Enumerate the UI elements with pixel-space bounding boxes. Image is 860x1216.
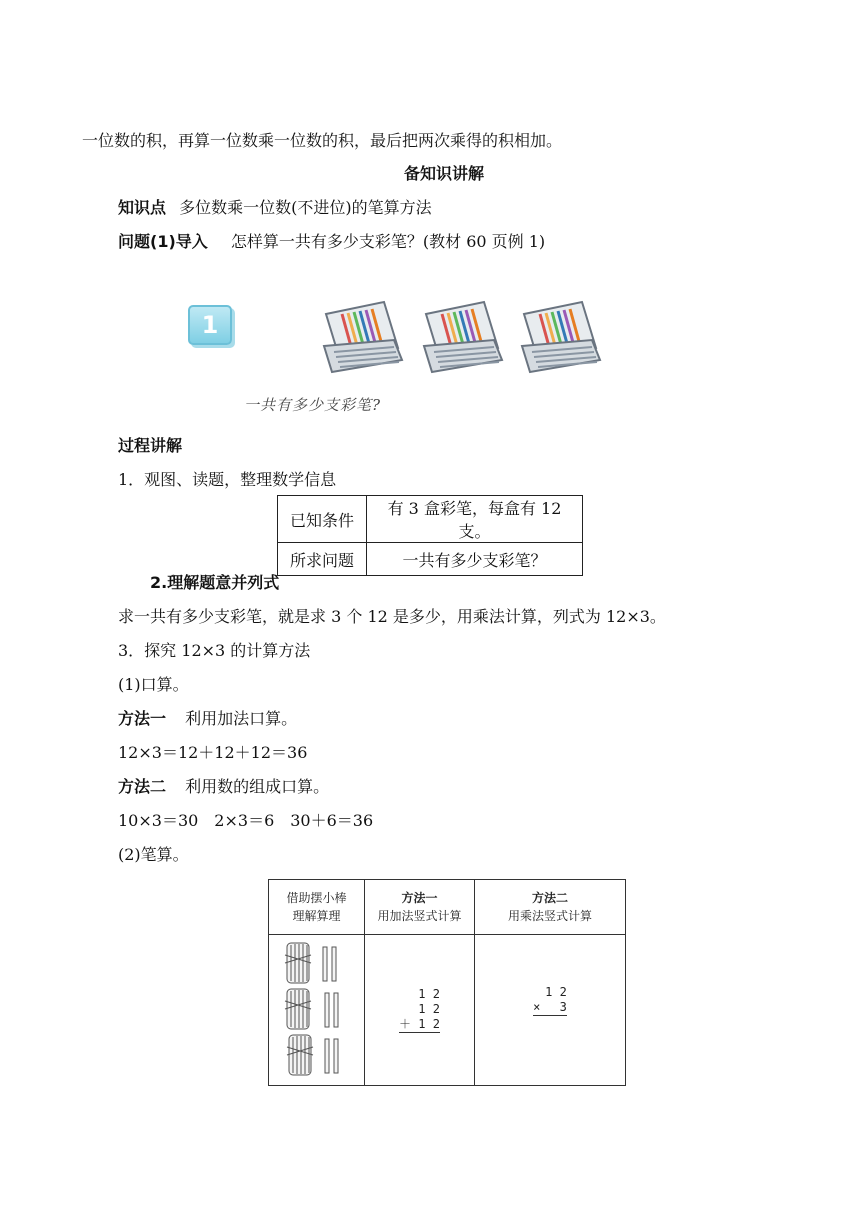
figure-caption: 一共有多少支彩笔? — [244, 396, 382, 414]
oral-calc: (1)口算。 — [118, 675, 189, 694]
pencil-case-icon — [320, 300, 404, 382]
method-table — [268, 879, 626, 1086]
method-1 — [118, 709, 297, 729]
written-calc: (2)笔算。 — [118, 845, 189, 864]
sticks-cell — [269, 935, 365, 1086]
question-text: 怎样算一共有多少支彩笔？(教材 60 页例 1) — [230, 232, 546, 251]
column-header-method-2 — [475, 880, 626, 935]
step-3: 3．探究 12×3 的计算方法 — [118, 641, 311, 660]
multiplication-vertical-cell — [475, 935, 626, 1086]
table-row — [278, 496, 583, 543]
vertical-line: 1 2 — [418, 1002, 440, 1016]
pencil-case-icon — [518, 300, 602, 382]
header-line: 用加法竖式计算 — [377, 909, 462, 923]
method-2-label: 方法二 — [118, 777, 167, 796]
info-label: 已知条件 — [278, 496, 367, 543]
header-line: 借助摆小棒 — [286, 891, 347, 905]
header-bold: 方法一 — [401, 891, 438, 905]
header-line: 用乘法竖式计算 — [507, 909, 592, 923]
info-label: 所求问题 — [278, 543, 367, 576]
vertical-line: 1 2 — [418, 987, 440, 1001]
step-2-text: 求一共有多少支彩笔，就是求 3 个 12 是多少，用乘法计算，列式为 12×3。 — [118, 607, 666, 626]
table-row — [278, 543, 583, 576]
pencil-case-icon — [420, 300, 504, 382]
info-value: 有 3 盒彩笔，每盒有 12 支。 — [367, 496, 583, 543]
vertical-line: × 3 — [533, 1000, 567, 1014]
section-title: 备知识讲解 — [404, 164, 485, 183]
equation-2: 10×3＝30 2×3＝6 30＋6＝36 — [118, 811, 374, 830]
info-value: 一共有多少支彩笔？ — [367, 543, 583, 576]
addition-vertical-cell — [365, 935, 475, 1086]
sticks-icon — [277, 939, 357, 1079]
question-intro — [118, 232, 545, 252]
equation-1: 12×3＝12＋12＋12＝36 — [118, 743, 308, 762]
info-table — [277, 495, 583, 576]
column-header-sticks — [269, 880, 365, 935]
knowledge-text: 多位数乘一位数(不进位)的笔算方法 — [179, 198, 432, 217]
question-label: 问题(1)导入 — [118, 232, 208, 251]
method-1-label: 方法一 — [118, 709, 167, 728]
method-2 — [118, 777, 329, 797]
knowledge-point — [118, 198, 432, 218]
example-number-badge: 1 — [188, 305, 232, 345]
process-title: 过程讲解 — [118, 436, 183, 455]
addition-vertical — [399, 987, 440, 1033]
header-line: 理解算理 — [292, 909, 341, 923]
table-row — [269, 935, 626, 1086]
step-1: 1．观图、读题，整理数学信息 — [118, 470, 337, 489]
step-2: 2.理解题意并列式 — [150, 573, 280, 592]
knowledge-label: 知识点 — [118, 198, 167, 217]
method-2-text: 利用数的组成口算。 — [185, 777, 330, 796]
multiplication-vertical — [533, 985, 567, 1016]
header-bold: 方法二 — [531, 891, 568, 905]
table-row — [269, 880, 626, 935]
column-header-method-1 — [365, 880, 475, 935]
vertical-line: ＋ 1 2 — [399, 1017, 440, 1031]
method-1-text: 利用加法口算。 — [185, 709, 298, 728]
vertical-line: 1 2 — [545, 985, 567, 999]
intro-line: 一位数的积，再算一位数乘一位数的积，最后把两次乘得的积相加。 — [82, 131, 563, 150]
